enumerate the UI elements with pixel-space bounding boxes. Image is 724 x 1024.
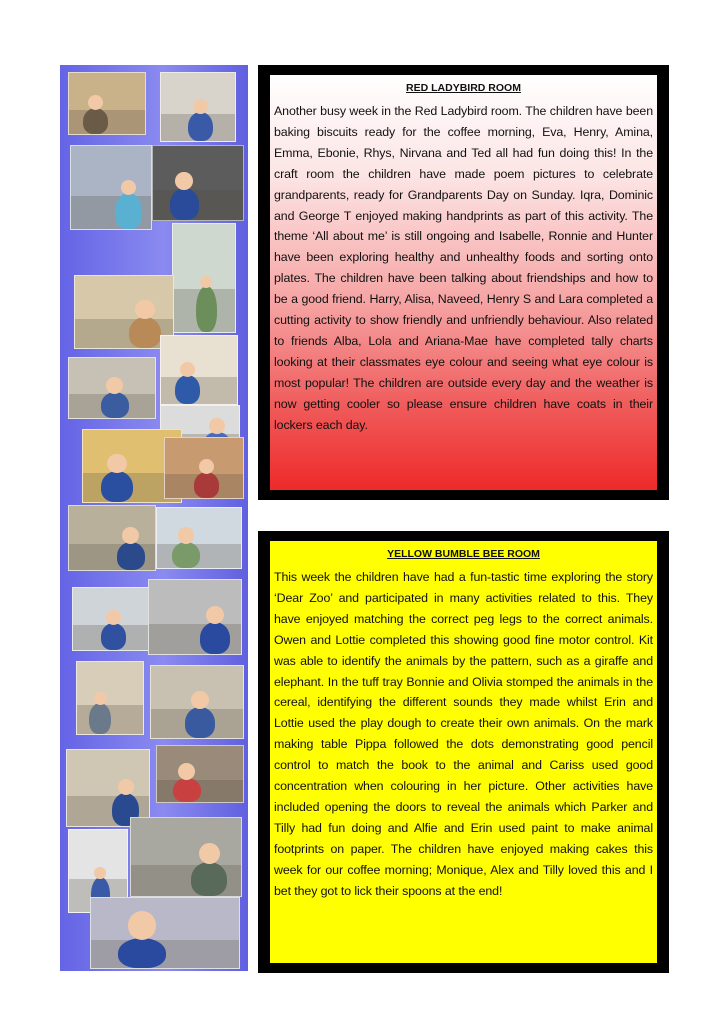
collage-photo [76,661,144,735]
red-room-title: RED LADYBIRD ROOM [406,82,521,94]
red-room-body: Another busy week in the Red Ladybird room. The children have been baking biscuits ready for the coffee morning, Eva, Henry, Amina, Emma, Ebonie, Rhys, Nirvana and Ted all had fun doing this! In the craft room the children have made poem pictures to celebrate grandparents, ready for Grandparents Day on Sunday. Iqra, Dominic and George T enjoyed making handprints as part of this activity. The theme ‘All about me’ is still ongoing and Isabelle, Ronnie and Hunter have been exploring healthy and unhealthy foods and sorting onto plates. The children have been talking about friendships and how to be a good friend. Harry, Alisa, Naveed, Henry S and Lara completed a cutting activity to show friendly and unfriendly behaviour. Also related to friends Alba, Lola and Ariana-Mae have completed tally charts looking at their classmates eye colour and seeing what eye colour is most popular! The children are outside every day and the weather is now getting cooler so please ensure children have coats in their lockers each day. [274,104,653,432]
collage-photo [164,437,244,499]
collage-photo [90,897,240,969]
collage-photo [160,335,238,405]
collage-photo [172,223,236,333]
collage-photo [150,665,244,739]
collage-photo [68,505,156,571]
collage-photo [156,745,244,803]
yellow-room-body: This week the children have had a fun-tastic time exploring the story ‘Dear Zoo’ and participated in many activities related to this. They have enjoyed matching the correct peg legs to the correct animals. Owen and Lottie completed this showing good fine motor control. Kit was able to identify the animals by the pattern, such as a giraffe and elephant. In the tuff tray Bonnie and Olivia stomped the animals in the cereal, identifying the different sounds they made whilst Erin and Lottie used the play dough to create their own animals. On the mark making table Pippa followed the dots demonstrating good pencil control to match the book to the animal and Cariss used good concentration when colouring in her picture. Other activities have included opening the doors to reveal the animals which Parker and Tilly had fun doing and Alfie and Erin used paint to make animal footprints on paper. The children have enjoyed making cakes this week for our coffee morning; Monique, Alex and Tilly loved this and I bet they got to lick their spoons at the end! [274,570,653,898]
collage-photo [156,507,242,569]
collage-photo [66,749,150,827]
collage-photo [68,357,156,419]
collage-photo [152,145,244,221]
photo-collage-sidebar [60,65,248,971]
yellow-bumble-bee-room-box [258,531,669,973]
collage-photo [160,72,236,142]
red-ladybird-room-panel [270,75,657,490]
collage-photo [130,817,242,897]
yellow-room-title: YELLOW BUMBLE BEE ROOM [387,548,540,560]
collage-photo [72,587,150,651]
collage-photo [148,579,242,655]
red-ladybird-room-box [258,65,669,500]
collage-photo [74,275,174,349]
collage-photo [70,145,152,230]
collage-photo [68,72,146,135]
yellow-bumble-bee-room-panel [270,541,657,963]
